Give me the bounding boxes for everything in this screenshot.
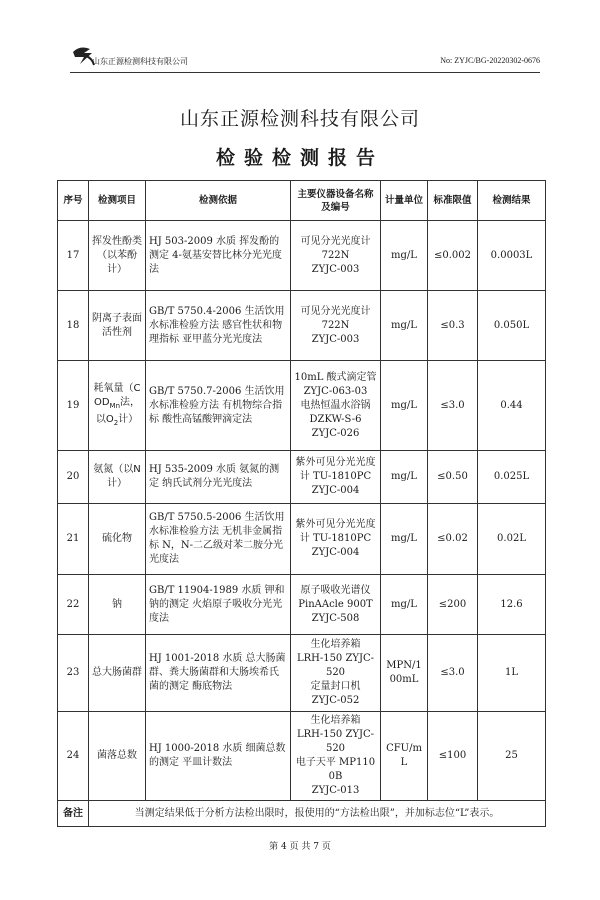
row-result: 0.0003L [478, 221, 546, 291]
row-equipment [291, 712, 381, 801]
row-item: 菌落总数 [89, 712, 146, 801]
row-equipment [291, 504, 381, 575]
table-row [58, 291, 546, 361]
row-no: 19 [58, 361, 89, 451]
table-row [58, 635, 546, 712]
row-basis: GB/T 5750.5-2006 生活饮用水标准检验方法 无机非金属指标 N，N-二乙级对苯二胺分光光度法 [146, 504, 291, 575]
row-no: 22 [58, 575, 89, 635]
row-unit: mg/L [381, 451, 428, 504]
row-result: 0.44 [478, 361, 546, 451]
row-limit: ≤0.50 [428, 451, 478, 504]
row-unit: mg/L [381, 575, 428, 635]
table-row [58, 575, 546, 635]
row-no: 17 [58, 221, 89, 291]
equipment-line: ZYJC-026 [311, 427, 360, 439]
table-row [58, 712, 546, 801]
equipment-line: 可见分光光度计 [300, 305, 371, 317]
equipment-line: ZYJC-063-03 [303, 385, 368, 397]
equipment-line: 原子吸收光谱仪 [300, 584, 371, 596]
row-unit: mg/L [381, 504, 428, 575]
equipment-line: ZYJC-004 [311, 547, 360, 558]
row-basis: GB/T 5750.7-2006 生活饮用水标准检验方法 有机物综合指标 酸性高锰酸钾滴定法 [146, 361, 291, 451]
equipment-line: ZYJC-052 [311, 695, 360, 706]
col-header-equipment: 主要仪器设备名称及编号 [291, 181, 381, 221]
table-row [58, 361, 546, 451]
row-basis: HJ 1001-2018 水质 总大肠菌群、粪大肠菌群和大肠埃希氏菌的测定 酶底物法 [146, 635, 291, 712]
header-company-name: 山东正源检测科技有限公司 [92, 57, 188, 66]
row-unit: mg/L [381, 291, 428, 361]
equipment-line: PinAAcle 900T [298, 598, 373, 610]
header-divider [70, 72, 540, 73]
table-row [58, 221, 546, 291]
equipment-line: 电热恒温水浴锅 [300, 399, 371, 411]
row-no: 21 [58, 504, 89, 575]
company-title: 山东正源检测科技有限公司 [179, 108, 420, 130]
results-table [57, 180, 546, 827]
row-item: 硫化物 [89, 504, 146, 575]
equipment-line: 生化培养箱 [310, 639, 361, 650]
row-limit: ≤100 [428, 712, 478, 801]
row-equipment [291, 451, 381, 504]
row-equipment [291, 361, 381, 451]
row-unit: mg/L [381, 221, 428, 291]
row-no: 23 [58, 635, 89, 712]
col-header-result: 检测结果 [478, 181, 546, 221]
row-basis: GB/T 5750.4-2006 生活饮用水标准检验方法 感官性状和物理指标 亚甲蓝分光光度法 [146, 291, 291, 361]
equipment-line: 可见分光光度计 [300, 235, 371, 247]
row-no: 18 [58, 291, 89, 361]
note-row [58, 801, 546, 827]
equipment-line: 722N [321, 319, 350, 331]
row-result: 1L [478, 635, 546, 712]
note-text: 当测定结果低于分析方法检出限时，报使用的“方法检出限”，并加标志位“L”表示。 [89, 801, 546, 827]
equipment-line: 紫外可见分光光度计 TU-1810PC [295, 519, 376, 544]
row-item: 氨氮（以N计） [89, 451, 146, 504]
equipment-line: 722N [321, 249, 350, 261]
row-unit: mg/L [381, 361, 428, 451]
equipment-line: ZYJC-004 [311, 485, 360, 496]
row-result: 0.025L [478, 451, 546, 504]
col-header-no: 序号 [58, 181, 89, 221]
note-label: 备注 [58, 801, 89, 827]
equipment-line: ZYJC-003 [311, 333, 360, 345]
col-header-unit: 计量单位 [381, 181, 428, 221]
item-subscript: 2 [113, 418, 119, 427]
row-limit: ≤0.002 [428, 221, 478, 291]
row-basis: GB/T 11904-1989 水质 钾和钠的测定 火焰原子吸收分光光度法 [146, 575, 291, 635]
row-equipment [291, 221, 381, 291]
row-limit: ≤0.3 [428, 291, 478, 361]
col-header-item: 检测项目 [89, 181, 146, 221]
col-header-limit: 标准限值 [428, 181, 478, 221]
row-no: 24 [58, 712, 89, 801]
row-basis: HJ 535-2009 水质 氨氮的测定 纳氏试剂分光光度法 [146, 451, 291, 504]
table-row [58, 504, 546, 575]
row-item: 阴离子表面活性剂 [89, 291, 146, 361]
row-basis: HJ 1000-2018 水质 细菌总数的测定 平皿计数法 [146, 712, 291, 801]
row-result: 0.050L [478, 291, 546, 361]
row-no: 20 [58, 451, 89, 504]
item-subscript: Mn [109, 401, 121, 410]
row-limit: ≤3.0 [428, 635, 478, 712]
table-row [58, 451, 546, 504]
row-equipment [291, 291, 381, 361]
table-header-row [58, 181, 546, 221]
col-header-basis: 检测依据 [146, 181, 291, 221]
row-result: 12.6 [478, 575, 546, 635]
equipment-line: LRH-150 ZYJC-520 [296, 729, 375, 754]
equipment-line: 10mL 酸式滴定管 [294, 371, 377, 383]
report-header [70, 43, 540, 73]
page-number: 第 4 页 共 7 页 [269, 842, 331, 852]
row-item: 总大肠菌群 [89, 635, 146, 712]
equipment-line: 电子天平 MP1100B [295, 757, 376, 782]
row-basis: HJ 503-2009 水质 挥发酚的测定 4-氨基安替比林分光光度法 [146, 221, 291, 291]
equipment-line: ZYJC-013 [311, 785, 360, 796]
report-title: 检验检测报告 [215, 147, 384, 169]
row-item [89, 361, 146, 451]
item-text: 法，以O [95, 396, 141, 425]
row-result: 25 [478, 712, 546, 801]
row-limit: ≤200 [428, 575, 478, 635]
row-unit: CFU/mL [381, 712, 428, 801]
equipment-line: 定量封口机 [310, 681, 361, 692]
row-limit: ≤0.02 [428, 504, 478, 575]
equipment-line: 紫外可见分光光度计 TU-1810PC [295, 457, 376, 482]
item-text: 计） [118, 413, 139, 425]
equipment-line: LRH-150 ZYJC-520 [296, 653, 375, 678]
equipment-line: ZYJC-003 [311, 263, 360, 275]
row-item: 钠 [89, 575, 146, 635]
report-number: No: ZYJC/BG-20220302-0676 [440, 56, 540, 65]
row-item: 挥发性酚类（以苯酚计） [89, 221, 146, 291]
equipment-line: ZYJC-508 [311, 612, 360, 624]
item-text: 耗氧量（COD [93, 382, 141, 408]
row-result: 0.02L [478, 504, 546, 575]
equipment-line: DZKW-S-6 [309, 413, 362, 425]
row-limit: ≤3.0 [428, 361, 478, 451]
row-unit: MPN/100mL [381, 635, 428, 712]
row-equipment [291, 575, 381, 635]
row-equipment [291, 635, 381, 712]
equipment-line: 生化培养箱 [310, 715, 361, 726]
